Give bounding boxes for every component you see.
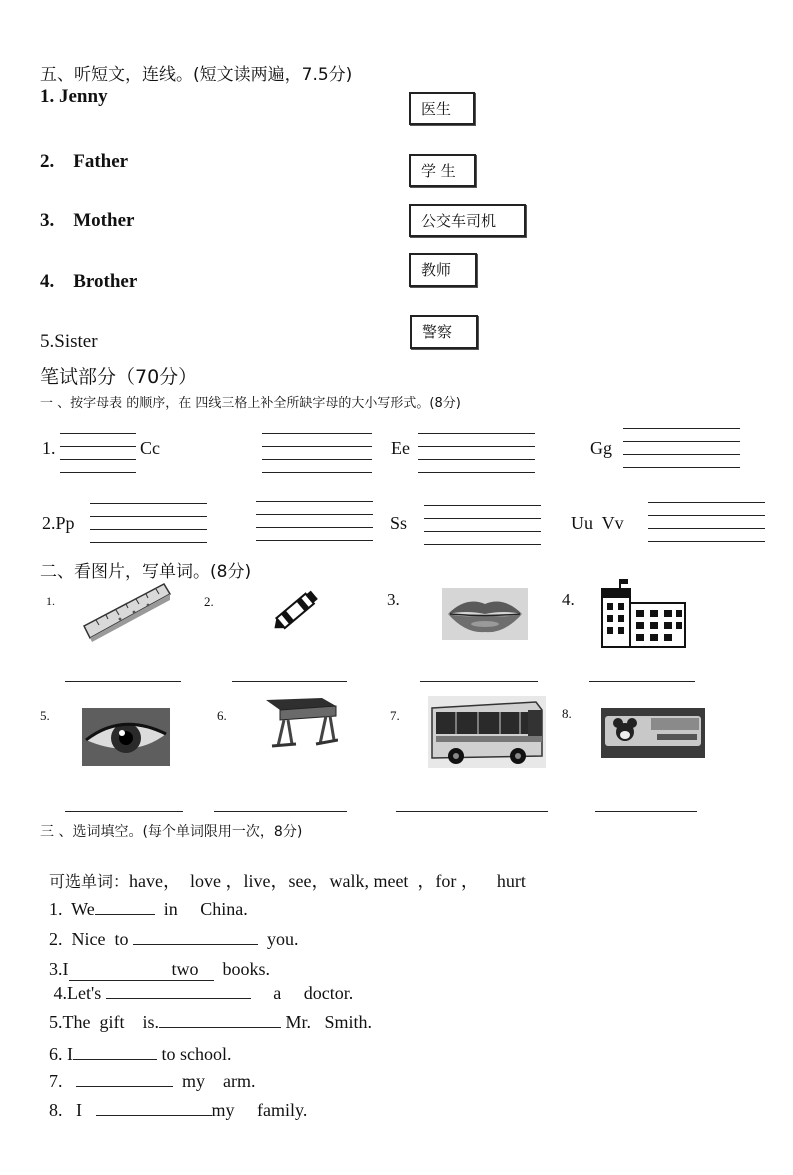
sentence-text: you.: [257, 929, 299, 949]
section3-title: 三 、选词填空。(每个单词限用一次，8分): [40, 824, 303, 840]
sentence-text: Mr. Smith.: [281, 1012, 373, 1032]
person-jenny: 1. Jenny: [40, 86, 108, 107]
letter-cc: Cc: [140, 438, 160, 458]
ruler-icon: [80, 578, 172, 644]
bus-icon: [428, 696, 546, 768]
job-box-student[interactable]: 学 生: [409, 154, 476, 187]
pic-number-5: 5.: [40, 708, 50, 723]
answer-line-4[interactable]: [589, 681, 695, 682]
section1-title: 一 、按字母表 的顺序，在 四线三格上补全所缺字母的大小写形式。(8分): [40, 396, 461, 411]
mouth-icon: [442, 588, 528, 640]
letter-ee: Ee: [391, 438, 410, 458]
row1-number: 1.: [42, 438, 56, 458]
person-sister: 5.Sister: [40, 331, 98, 352]
job-box-teacher[interactable]: 教师: [409, 253, 477, 287]
sentence-text: 4.Let's: [49, 983, 106, 1003]
sentence-text: 3.I: [49, 959, 69, 979]
pic-number-8: 8.: [562, 706, 572, 721]
answer-line-3[interactable]: [420, 681, 538, 682]
pic-number-7: 7.: [390, 708, 400, 723]
job-box-doctor[interactable]: 医生: [409, 92, 475, 125]
answer-line-5[interactable]: [65, 811, 183, 812]
person-mother: 3. Mother: [40, 210, 135, 231]
job-box-police[interactable]: 警察: [410, 315, 478, 349]
pic-number-1: 1.: [46, 594, 55, 608]
letter-gg: Gg: [590, 438, 612, 458]
sentence-text: two: [171, 959, 199, 979]
sentence-text: my family.: [211, 1100, 308, 1120]
answer-line-8[interactable]: [595, 811, 697, 812]
sentence-8: [40, 1079, 307, 1121]
sentence-text: 6. I: [49, 1044, 73, 1064]
sentence-text: a doctor.: [250, 983, 354, 1003]
letter-pp: 2.Pp: [42, 513, 75, 533]
job-box-bus-driver[interactable]: 公交车司机: [409, 204, 526, 237]
school-building-icon: [600, 577, 688, 649]
answer-line-6[interactable]: [214, 811, 347, 812]
sentence-text: my arm.: [173, 1071, 256, 1091]
sentence-text: 7.: [49, 1071, 76, 1091]
letter-uu-vv: Uu Vv: [571, 513, 624, 533]
crayon-icon: [268, 586, 326, 634]
pic-number-3: 3.: [387, 590, 400, 609]
sentence-text: in China.: [154, 899, 248, 919]
sentence-text: 5.The gift is.: [49, 1012, 159, 1032]
sentence-text: 8. I: [49, 1100, 96, 1120]
desk-icon: [262, 694, 338, 752]
pic-number-6: 6.: [217, 708, 227, 723]
answer-line-7[interactable]: [396, 811, 548, 812]
blank-8[interactable]: [96, 1101, 212, 1116]
section2-title: 二、看图片，写单词。(8分): [40, 562, 252, 582]
pic-number-2: 2.: [204, 594, 214, 609]
written-part-title: 笔试部分（70分）: [40, 366, 198, 388]
eye-icon: [82, 708, 170, 766]
person-father: 2. Father: [40, 151, 129, 172]
listening-title: 五、听短文，连线。(短文读两遍，7.5分): [40, 65, 353, 85]
sentence-text: 2. Nice to: [49, 929, 133, 949]
pic-number-4: 4.: [562, 590, 575, 609]
sentence-text: 1. We: [49, 899, 95, 919]
sentence-text: to school.: [157, 1044, 232, 1064]
pencil-case-icon: [601, 708, 705, 758]
person-brother: 4. Brother: [40, 271, 138, 292]
word-bank-words: have， love ，live，see，walk, meet ，for ， hurt: [129, 871, 526, 891]
sentence-text: books.: [213, 959, 271, 979]
word-bank-label: 可选单词：: [49, 872, 130, 891]
answer-line-2[interactable]: [232, 681, 347, 682]
letter-ss: Ss: [390, 513, 408, 533]
answer-line-1[interactable]: [65, 681, 181, 682]
